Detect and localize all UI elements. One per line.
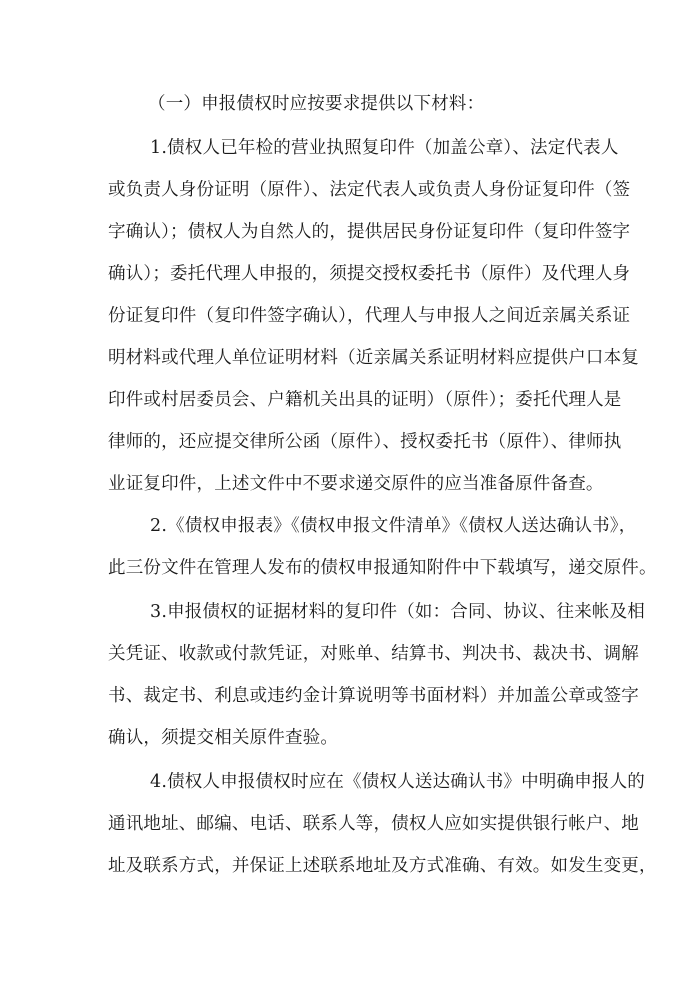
item3-line-4: 确认，须提交相关原件查验。 xyxy=(108,728,339,748)
item1-line-4: 确认）；委托代理人申报的，须提交授权委托书（原件）及代理人身 xyxy=(108,264,631,284)
item1-line-8: 律师的，还应提交律所公函（原件）、授权委托书（原件）、律师执 xyxy=(108,432,622,452)
item3-line-1: 3.申报债权的证据材料的复印件（如：合同、协议、往来帐及相 xyxy=(150,602,645,622)
item2-line-1: 2.《债权申报表》《债权申报文件清单》《债权人送达确认书》， xyxy=(150,516,637,536)
item3-line-2: 关凭证、收款或付款凭证，对账单、结算书、判决书、裁决书、调解 xyxy=(108,644,639,664)
item1-line-1: 1.债权人已年检的营业执照复印件（加盖公章）、法定代表人 xyxy=(150,138,619,158)
item4-line-2: 通讯地址、邮编、电话、联系人等，债权人应如实提供银行帐户、地 xyxy=(108,814,639,834)
item1-line-2: 或负责人身份证明（原件）、法定代表人或负责人身份证复印件（签 xyxy=(108,180,631,200)
item3-line-3: 书、裁定书、利息或违约金计算说明等书面材料）并加盖公章或签字 xyxy=(108,686,639,706)
item1-line-6: 明材料或代理人单位证明材料（近亲属关系证明材料应提供户口本复 xyxy=(108,348,639,368)
item4-line-3: 址及联系方式，并保证上述联系地址及方式准确、有效。如发生变更， xyxy=(108,856,657,876)
item2-line-2: 此三份文件在管理人发布的债权申报通知附件中下载填写，递交原件。 xyxy=(108,558,657,578)
item1-line-9: 业证复印件，上述文件中不要求递交原件的应当准备原件备查。 xyxy=(108,474,604,494)
item4-line-1: 4.债权人申报债权时应在《债权人送达确认书》中明确申报人的 xyxy=(150,772,645,792)
item1-line-7: 印件或村居委员会、户籍机关出具的证明）（原件）；委托代理人是 xyxy=(108,390,622,410)
section-heading: （一）申报债权时应按要求提供以下材料： xyxy=(148,94,485,114)
item1-line-3: 字确认）；债权人为自然人的，提供居民身份证复印件（复印件签字 xyxy=(108,222,631,242)
item1-line-5: 份证复印件（复印件签字确认），代理人与申报人之间近亲属关系证 xyxy=(108,306,631,326)
